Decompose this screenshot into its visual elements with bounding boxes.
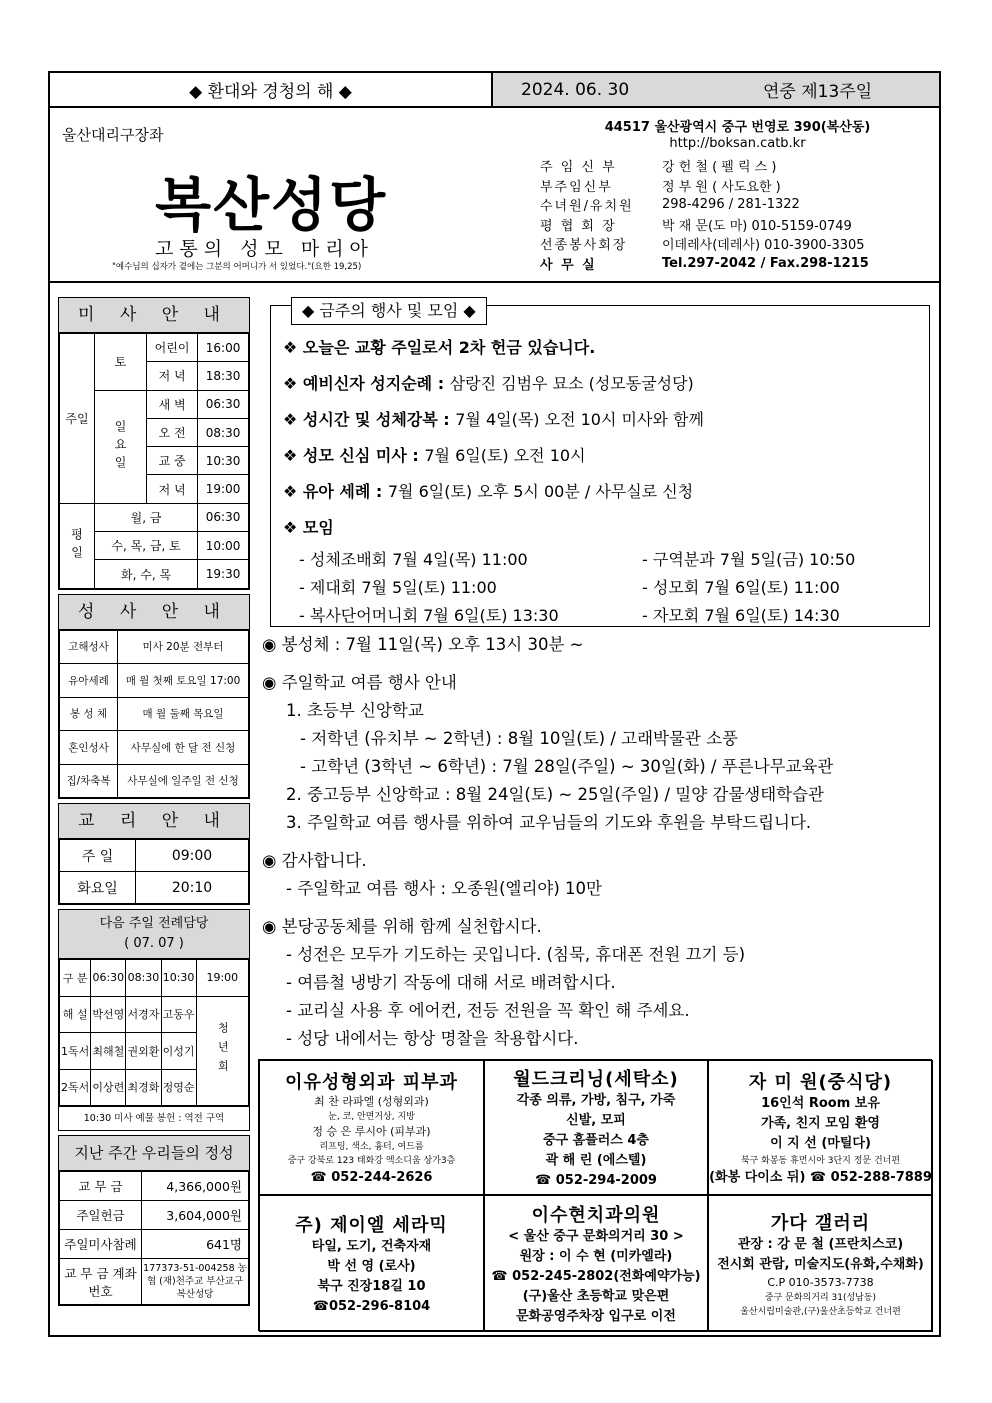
event-detail: 7월 6일(토) 오전 10시 bbox=[424, 446, 586, 465]
weekly-events bbox=[270, 301, 930, 627]
staff-row bbox=[540, 176, 935, 196]
sacrament-detail: 사무실에 한 달 전 신청 bbox=[118, 731, 249, 765]
masthead bbox=[50, 110, 939, 283]
duty-person: 최해철 bbox=[91, 1033, 126, 1070]
meeting-row bbox=[283, 546, 923, 574]
catechism-table bbox=[59, 839, 249, 904]
mass-time: 19:00 bbox=[198, 475, 249, 503]
mass-table bbox=[59, 333, 249, 589]
event-title: ❖ 모임 bbox=[283, 518, 334, 537]
ad-title: 자 미 원(중식당) bbox=[748, 1071, 893, 1093]
event-detail: 7월 4일(목) 오전 10시 미사와 함께 bbox=[455, 410, 704, 429]
offering-table bbox=[59, 1171, 249, 1305]
mass-kind: 화, 수, 목 bbox=[95, 560, 198, 588]
staff-role: 평 협 회 장 bbox=[540, 218, 617, 234]
liturgy-duty bbox=[58, 909, 250, 1131]
catechism-time: 20:10 bbox=[136, 872, 249, 904]
catechism-row bbox=[60, 840, 249, 872]
sacrament-row bbox=[60, 697, 249, 731]
practice-line: - 성전은 모두가 기도하는 곳입니다. (침묵, 휴대폰 전원 끄기 등) bbox=[286, 945, 746, 964]
summer-heading: ◉ 주일학교 여름 행사 안내 bbox=[262, 673, 457, 692]
meeting-item: - 구역분과 7월 5일(금) 10:50 bbox=[642, 550, 856, 569]
top-bar bbox=[50, 73, 939, 108]
ad-line: 신발, 모피 bbox=[566, 1112, 626, 1128]
event-detail: 삼랑진 김범우 묘소 (성모동굴성당) bbox=[449, 374, 694, 393]
mass-kind: 교 중 bbox=[147, 447, 198, 475]
ad-title: 가다 갤러리 bbox=[770, 1212, 871, 1234]
staff-row bbox=[540, 254, 935, 274]
sacrament-kind: 고해성사 bbox=[60, 630, 118, 664]
ad-line: 중구 문화의거리 31(성남동) bbox=[764, 1292, 877, 1303]
ad-line: (구)울산 초등학교 맞은편 bbox=[522, 1288, 670, 1304]
thanks-line: - 주일학교 여름 행사 : 오종원(엘리야) 10만 bbox=[286, 879, 602, 898]
mass-time: 10:00 bbox=[198, 532, 249, 560]
duty-person: 고동우 bbox=[161, 996, 196, 1033]
ad-line: 가족, 친지 모임 환영 bbox=[761, 1115, 880, 1131]
practice-line: - 성당 내에서는 항상 명찰을 착용합시다. bbox=[286, 1029, 579, 1048]
ad-line: 북구 진장18길 10 bbox=[317, 1278, 426, 1294]
staff-role: 선종봉사회장 bbox=[540, 238, 628, 254]
duty-header-row bbox=[60, 960, 249, 997]
staff-role: 주 임 신 부 bbox=[540, 160, 617, 176]
offering-amount: 4,366,000원 bbox=[142, 1172, 249, 1201]
catechism-time: 09:00 bbox=[136, 840, 249, 872]
sacrament-detail: 미사 20분 전부터 bbox=[118, 630, 249, 664]
meeting-row bbox=[283, 602, 923, 630]
event-item bbox=[283, 402, 923, 438]
sacrament-row bbox=[60, 664, 249, 698]
event-item bbox=[283, 438, 923, 474]
mass-kind: 저 녁 bbox=[147, 475, 198, 503]
staff-name: 이데레사(데레사) 010-3900-3305 bbox=[662, 238, 865, 254]
sacrament-kind: 유아세례 bbox=[60, 664, 118, 698]
mass-kind: 어린이 bbox=[147, 334, 198, 362]
ad-line: 관장 : 강 문 철 (프란치스코) bbox=[737, 1236, 904, 1252]
mass-time: 08:30 bbox=[198, 418, 249, 446]
sacrament-kind: 혼인성사 bbox=[60, 731, 118, 765]
summer-line: 1. 초등부 신앙학교 bbox=[286, 701, 424, 720]
meeting-item: - 성모회 7월 6일(토) 11:00 bbox=[642, 578, 840, 597]
ad-line: C.P 010-3573-7738 bbox=[767, 1275, 874, 1289]
duty-role: 해 설 bbox=[60, 996, 91, 1033]
offering-amount: 3,604,000원 bbox=[142, 1201, 249, 1230]
ad-line: 북구 화봉동 휴먼시아 3단지 정문 건너편 bbox=[740, 1155, 901, 1166]
event-item bbox=[283, 366, 923, 402]
mass-schedule bbox=[58, 297, 250, 590]
duty-table bbox=[59, 959, 249, 1106]
catechism-heading: 교 리 안 내 bbox=[59, 804, 249, 839]
ad-line: 원장 : 이 수 현 (미카엘라) bbox=[519, 1248, 673, 1264]
duty-role: 2독서 bbox=[60, 1069, 91, 1106]
event-item bbox=[283, 510, 923, 546]
mass-kind: 오 전 bbox=[147, 418, 198, 446]
ad-box bbox=[708, 1060, 933, 1195]
event-detail: 7월 6일(토) 오후 5시 00분 / 사무실로 신청 bbox=[387, 482, 694, 501]
patron-subtitle: 고통의 성모 마리아 bbox=[155, 238, 374, 260]
ad-line: ☎ 052-244-2626 bbox=[310, 1169, 433, 1185]
duty-col: 19:00 bbox=[196, 960, 248, 997]
mass-time: 18:30 bbox=[198, 362, 249, 390]
catechism-day: 주 일 bbox=[60, 840, 136, 872]
mass-kind: 저 녁 bbox=[147, 362, 198, 390]
offering-kind: 주일미사참례 bbox=[60, 1230, 142, 1259]
bulletin-date: 2024. 06. 30 bbox=[521, 79, 630, 100]
offering-kind: 교 무 금 bbox=[60, 1172, 142, 1201]
ad-box bbox=[484, 1195, 708, 1332]
staff-name: Tel.297-2042 / Fax.298-1215 bbox=[662, 255, 869, 271]
sacrament-info bbox=[58, 594, 250, 800]
mass-time: 06:30 bbox=[198, 390, 249, 418]
mass-time: 16:00 bbox=[198, 334, 249, 362]
duty-role: 1독서 bbox=[60, 1033, 91, 1070]
ad-box bbox=[259, 1060, 484, 1195]
sacrament-heading: 성 사 안 내 bbox=[59, 595, 249, 630]
practice-line: - 여름철 냉방기 작동에 대해 서로 배려합시다. bbox=[286, 973, 616, 992]
ad-box bbox=[484, 1060, 708, 1195]
sacrament-row bbox=[60, 764, 249, 798]
sunday-label: 주일 bbox=[60, 334, 95, 504]
duty-person: 이상련 bbox=[91, 1069, 126, 1106]
ad-box bbox=[708, 1195, 933, 1332]
mass-heading: 미 사 안 내 bbox=[59, 298, 249, 333]
ad-line: 전시회 관람, 미술지도(유화,수채화) bbox=[717, 1256, 924, 1272]
events-label: ◆ 금주의 행사 및 모임 ◆ bbox=[291, 297, 487, 325]
staff-name: 298-4296 / 281-1322 bbox=[662, 197, 800, 213]
mass-kind: 월, 금 bbox=[95, 503, 198, 531]
duty-evening: 청년회 bbox=[196, 996, 248, 1106]
parish-url[interactable]: http://boksan.catb.kr bbox=[669, 136, 806, 151]
account-row bbox=[60, 1259, 249, 1305]
duty-person: 권외환 bbox=[126, 1033, 161, 1070]
account-number: 177373-51-004258 농협 (재)천주교 부산교구 복산성당 bbox=[142, 1259, 249, 1305]
offering-heading: 지난 주간 우리들의 정성 bbox=[59, 1136, 249, 1171]
left-column bbox=[58, 297, 250, 1310]
mass-time: 10:30 bbox=[198, 447, 249, 475]
event-title: ❖ 유아 세례 : bbox=[283, 482, 388, 501]
ad-title: 주) 제이엘 세라믹 bbox=[295, 1214, 448, 1236]
ad-title: 이수현치과의원 bbox=[531, 1204, 661, 1226]
event-item bbox=[283, 474, 923, 510]
offering-kind: 주일헌금 bbox=[60, 1201, 142, 1230]
ad-line: 최 찬 라파엘 (성형외과) bbox=[314, 1094, 429, 1108]
ad-line: < 울산 중구 문화의거리 30 > bbox=[508, 1228, 684, 1244]
mass-kind: 수, 목, 금, 토 bbox=[95, 532, 198, 560]
event-title: ❖ 성모 신심 미사 : bbox=[283, 446, 425, 465]
sacrament-detail: 매 월 둘째 목요일 bbox=[118, 697, 249, 731]
ad-line: ☎ 052-294-2009 bbox=[535, 1172, 657, 1188]
events-list bbox=[283, 330, 923, 630]
offering-row bbox=[60, 1201, 249, 1230]
staff-row bbox=[540, 215, 935, 235]
mass-kind: 새 벽 bbox=[147, 390, 198, 418]
ad-line: 문화공영주차장 입구로 이전 bbox=[516, 1308, 676, 1324]
meeting-item: - 자모회 7월 6일(토) 14:30 bbox=[642, 606, 840, 625]
duty-person: 박선영 bbox=[91, 996, 126, 1033]
ad-line: 울산시립미술관,(구)울산초등학교 건너편 bbox=[740, 1306, 901, 1317]
event-item bbox=[283, 330, 923, 366]
scripture-quote: "예수님의 십자가 곁에는 그분의 어머니가 서 있었다."(요한 19,25) bbox=[112, 262, 362, 272]
ad-line: 박 선 영 (로사) bbox=[327, 1258, 416, 1274]
offering-row bbox=[60, 1230, 249, 1259]
duty-person: 최경화 bbox=[126, 1069, 161, 1106]
catechism-info bbox=[58, 803, 250, 905]
year-theme: ◆ 환대와 경청의 해 ◆ bbox=[50, 73, 493, 106]
summer-line: 2. 중고등부 신앙학교 : 8월 24일(토) ~ 25일(주일) / 밀양 감물생태학습관 bbox=[286, 785, 824, 804]
bulletin-page bbox=[48, 71, 941, 1337]
sacrament-row bbox=[60, 630, 249, 664]
event-title: ❖ 오늘은 교황 주일로서 2차 헌금 있습니다. bbox=[283, 338, 596, 357]
staff-row bbox=[540, 195, 935, 215]
summer-line: 3. 주일학교 여름 행사를 위하여 교우님들의 기도와 후원을 부탁드립니다. bbox=[286, 813, 812, 832]
account-label: 교 무 금 계좌번호 bbox=[60, 1259, 142, 1305]
parish-address: 44517 울산광역시 중구 번영로 390(복산동) bbox=[604, 120, 871, 135]
practice-line: - 교리실 사용 후 에어컨, 전등 전원을 꼭 확인 해 주세요. bbox=[286, 1001, 690, 1020]
sacrament-kind: 집/차축복 bbox=[60, 764, 118, 798]
ad-line: 정 승 은 루시아 (피부과) bbox=[312, 1124, 431, 1138]
ad-line: 각종 의류, 가방, 침구, 가죽 bbox=[516, 1092, 676, 1108]
ad-line: 눈, 코, 안면거상, 지방 bbox=[328, 1111, 415, 1122]
notices bbox=[262, 631, 932, 1053]
parish-info bbox=[540, 116, 935, 273]
meeting-item: - 복사단어머니회 7월 6일(토) 13:30 bbox=[299, 606, 559, 625]
sacrament-row bbox=[60, 731, 249, 765]
staff-role: 부주임신부 bbox=[540, 179, 613, 195]
saturday-label: 토 bbox=[95, 334, 147, 391]
staff-row bbox=[540, 234, 935, 254]
ad-line: 곽 해 린 (에스텔) bbox=[545, 1152, 647, 1168]
duty-person: 서경자 bbox=[126, 996, 161, 1033]
staff-name: 강 헌 철 ( 펠 릭 스 ) bbox=[662, 160, 777, 176]
date-bar bbox=[493, 73, 939, 106]
practice-heading: ◉ 본당공동체를 위해 함께 실천합시다. bbox=[262, 917, 542, 936]
weekday-label: 평일 bbox=[60, 503, 95, 588]
liturgical-week: 연중 제13주일 bbox=[763, 82, 873, 102]
ad-line: 타일, 도기, 건축자재 bbox=[311, 1238, 432, 1254]
staff-role: 수녀원/유치원 bbox=[540, 199, 634, 215]
staff-name: 정 부 원 ( 사도요한 ) bbox=[662, 179, 781, 195]
catechism-row bbox=[60, 872, 249, 904]
offering-amount: 641명 bbox=[142, 1230, 249, 1259]
duty-note: 10:30 미사 예물 봉헌 : 역전 구역 bbox=[59, 1106, 249, 1130]
meeting-item: - 성체조배회 7월 4일(목) 11:00 bbox=[299, 550, 528, 569]
sacrament-detail: 매 월 첫째 토요일 17:00 bbox=[118, 664, 249, 698]
ad-line: ☎ 052-245-2802(전화예약가능) bbox=[491, 1268, 701, 1284]
duty-col: 10:30 bbox=[161, 960, 196, 997]
offering-row bbox=[60, 1172, 249, 1201]
ad-title: 월드크리닝(세탁소) bbox=[513, 1068, 679, 1090]
duty-title: 다음 주일 전례담당 bbox=[99, 916, 209, 932]
sacrament-table bbox=[59, 630, 249, 799]
duty-person: 이성기 bbox=[161, 1033, 196, 1070]
offering-info bbox=[58, 1135, 250, 1306]
staff-name: 박 재 문(도 마) 010-5159-0749 bbox=[662, 218, 852, 234]
duty-row bbox=[60, 996, 249, 1033]
ad-line: 16인석 Room 보유 bbox=[761, 1095, 880, 1111]
ad-line: 리프팅, 색소, 흉터, 여드름 bbox=[319, 1141, 424, 1152]
sacrament-detail: 사무실에 일주일 전 신청 bbox=[118, 764, 249, 798]
parish-title: 복산성당 bbox=[155, 171, 388, 239]
ad-line: 중구 홈플러스 4층 bbox=[542, 1132, 649, 1148]
advertisements bbox=[258, 1059, 932, 1331]
ad-line: (화봉 다이소 뒤) ☎ 052-288-7889 bbox=[709, 1169, 932, 1185]
duty-col: 08:30 bbox=[126, 960, 161, 997]
ad-line: ☎052-296-8104 bbox=[312, 1298, 431, 1314]
thanks-heading: ◉ 감사합니다. bbox=[262, 851, 367, 870]
duty-person: 정영순 bbox=[161, 1069, 196, 1106]
summer-line: - 고학년 (3학년 ~ 6학년) : 7월 28일(주일) ~ 30일(화) / 푸른나무교육관 bbox=[300, 757, 834, 776]
summer-line: - 저학년 (유치부 ~ 2학년) : 8월 10일(토) / 고래박물관 소풍 bbox=[300, 729, 738, 748]
mass-time: 19:30 bbox=[198, 560, 249, 588]
diocese-label: 울산대리구장좌 bbox=[62, 126, 164, 144]
meeting-item: - 제대회 7월 5일(토) 11:00 bbox=[299, 578, 497, 597]
communion-notice: ◉ 봉성체 : 7월 11일(목) 오후 13시 30분 ~ bbox=[262, 635, 584, 654]
meeting-row bbox=[283, 574, 923, 602]
ad-box bbox=[259, 1195, 484, 1332]
event-title: ❖ 예비신자 성지순례 : bbox=[283, 374, 450, 393]
staff-role: 사 무 실 bbox=[540, 257, 597, 273]
duty-col: 구 분 bbox=[60, 960, 91, 997]
ad-line: 중구 강북로 123 태화강 엑소디움 상가3층 bbox=[287, 1155, 456, 1166]
catechism-day: 화요일 bbox=[60, 872, 136, 904]
ad-title: 이유성형외과 피부과 bbox=[285, 1071, 458, 1093]
duty-heading bbox=[59, 910, 249, 959]
event-title: ❖ 성시간 및 성체강복 : bbox=[283, 410, 456, 429]
sunday-day-label: 일요일 bbox=[95, 390, 147, 503]
staff-row bbox=[540, 156, 935, 176]
ad-line: 이 지 선 (마틸다) bbox=[770, 1135, 871, 1151]
sacrament-kind: 봉 성 체 bbox=[60, 697, 118, 731]
duty-date: ( 07. 07 ) bbox=[124, 936, 184, 952]
duty-col: 06:30 bbox=[91, 960, 126, 997]
mass-time: 06:30 bbox=[198, 503, 249, 531]
